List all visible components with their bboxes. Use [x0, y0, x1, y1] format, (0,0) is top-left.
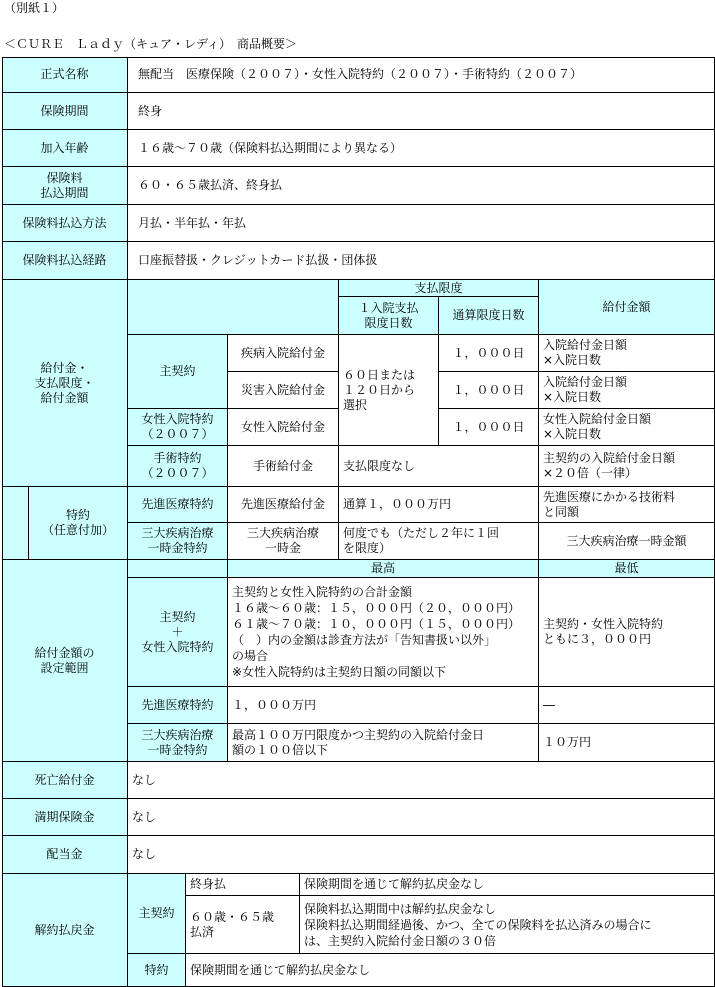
label-line: 特約: [65, 508, 90, 522]
value-premium-pay-route: 口座振替扱・クレジットカード払扱・団体扱: [128, 242, 715, 280]
value-line: 額の１００倍以下: [232, 742, 329, 757]
label-line: （２００７）: [141, 427, 214, 441]
label-maturity-benefit: 満期保険金: [2, 799, 128, 836]
female-rider-label: [128, 409, 228, 446]
value-line: 主契約の入院給付金日額: [543, 451, 676, 465]
value-line: ×２０倍（一律）: [543, 466, 638, 480]
label-official-name: 正式名称: [2, 57, 128, 93]
value-line: の場合: [232, 649, 269, 663]
value-line: ×入院日数: [543, 390, 602, 404]
advanced-rider-label: 先進医療特約: [128, 487, 228, 523]
limit-header: 支払限度: [339, 280, 539, 297]
value-line: 保険料払込期間経過後、かつ、全ての保険料を払込済みの場合に: [304, 917, 652, 932]
value-line: 何度でも（ただし２年に１回: [343, 526, 500, 540]
setting-three-max: [228, 724, 539, 762]
value-line: ともに３，０００円: [543, 632, 652, 646]
three-disease-rider-label: [128, 523, 228, 560]
label-premium-pay-period: [2, 167, 128, 205]
label-entry-age: 加入年齢: [2, 130, 128, 167]
sickness-amount: [539, 335, 715, 372]
setting-advanced-max: １，０００万円: [228, 687, 539, 724]
label-premium-pay-route: 保険料払込経路: [2, 242, 128, 280]
label-line: 支払限度・: [34, 375, 95, 390]
label-line: 給付金額の: [34, 645, 95, 660]
label-line: 設定範囲: [40, 660, 89, 675]
value-line: ×入院日数: [543, 353, 602, 367]
value-line: 選択: [343, 397, 368, 412]
female-total-days: １，０００日: [439, 409, 539, 446]
per-stay-limit-value: [339, 335, 439, 446]
combo-min: [539, 578, 715, 687]
value-insurance-period: 終身: [128, 93, 715, 130]
label-line: 三大疾病治療: [141, 727, 214, 742]
advanced-limit: 通算１，０００万円: [339, 487, 539, 523]
label-setting-range: [2, 560, 128, 762]
surrender-rider: 特約: [128, 954, 186, 987]
setting-header-blank: [128, 560, 228, 578]
setting-advanced-label: 先進医療特約: [128, 687, 228, 724]
label-line: 給付金・: [40, 360, 89, 375]
value-official-name: 無配当 医療保険（２００７）・女性入院特約（２００７）・手術特約（２００７）: [128, 57, 715, 93]
value-death-benefit: なし: [128, 762, 715, 799]
surgery-benefit: 手術給付金: [228, 446, 339, 487]
surrender-rider-value: 保険期間を通じて解約払戻金なし: [186, 954, 715, 987]
accident-benefit: 災害入院給付金: [228, 372, 339, 409]
value-line: 入院給付金日額: [543, 338, 628, 352]
value-line: と同額: [543, 504, 580, 519]
three-disease-limit: [339, 523, 539, 560]
value-line: 主契約と女性入院特約の合計金額: [232, 585, 413, 599]
value-premium-pay-period: ６０・６５歳払済、終身払: [128, 167, 715, 205]
value-line: 払済: [190, 924, 215, 939]
document-heading: ＜ＣＵＲＥ Ｌａｄｙ（キュア・レディ） 商品概要＞: [4, 37, 298, 51]
benefit-header-blank: [128, 280, 339, 335]
total-limit-header: 通算限度日数: [439, 297, 539, 335]
value-line: 一時金: [264, 541, 301, 555]
surrender-paid-up-value: [300, 896, 715, 954]
label-benefits-spacer: [2, 487, 29, 560]
surrender-lifetime-value: 保険期間を通じて解約払戻金なし: [300, 874, 715, 896]
surgery-rider-label: [128, 446, 228, 487]
advanced-benefit: 先進医療給付金: [228, 487, 339, 523]
max-header: 最高: [228, 560, 539, 578]
three-disease-benefit: [228, 523, 339, 560]
label-dividend: 配当金: [2, 836, 128, 874]
label-surrender-value: 解約払戻金: [2, 874, 128, 987]
value-line: ×入院日数: [543, 427, 602, 441]
value-line: 先進医療にかかる技術料: [543, 489, 676, 504]
label-death-benefit: 死亡給付金: [2, 762, 128, 799]
value-line: 入院給付金日額: [543, 375, 628, 389]
label-line: 主契約: [159, 609, 196, 624]
combo-label: [128, 578, 228, 687]
surrender-main-contract: 主契約: [128, 874, 186, 954]
value-dividend: なし: [128, 836, 715, 874]
label-insurance-period: 保険期間: [2, 93, 128, 130]
label-line: 手術特約: [153, 451, 202, 465]
value-line: 最高１００万円限度かつ主契約の入院給付金日: [232, 727, 485, 742]
surgery-amount: [539, 446, 715, 487]
label-line: 女性入院特約: [141, 412, 214, 426]
label-line: （任意付加）: [41, 523, 114, 537]
value-line: 三大疾病治療: [246, 526, 319, 540]
sickness-total-days: １，０００日: [439, 335, 539, 372]
value-line: ６１歳～７０歳：１０，０００円（１５，０００円）: [232, 617, 521, 631]
value-line: １６歳～６０歳：１５，０００円（２０，０００円）: [232, 601, 521, 615]
optional-riders-label: [29, 487, 128, 560]
female-benefit: 女性入院給付金: [228, 409, 339, 446]
value-entry-age: １６歳～７０歳（保険料払込期間により異なる）: [128, 130, 715, 167]
value-line: １２０日から: [343, 382, 416, 397]
label-line: ＋: [171, 624, 184, 639]
benefit-amount-header: 給付金額: [539, 280, 715, 335]
setting-advanced-min: ―: [539, 687, 715, 724]
value-line: は、主契約入院給付金日額の３０倍: [304, 933, 497, 948]
label-line: 三大疾病治療: [141, 526, 214, 540]
three-disease-amount: 三大疾病治療一時金額: [539, 523, 715, 560]
value-line: （ ）内の金額は診査方法が「告知書扱い以外」: [232, 633, 497, 647]
value-line: ６０歳・６５歳: [190, 909, 275, 924]
main-contract-label: 主契約: [128, 335, 228, 409]
value-line: を限度）: [343, 541, 392, 555]
header-line: 限度日数: [364, 315, 413, 330]
value-premium-pay-method: 月払・半年払・年払: [128, 205, 715, 242]
label-line: 保険料: [46, 170, 83, 185]
surrender-paid-up: [186, 896, 300, 954]
accident-total-days: １，０００日: [439, 372, 539, 409]
advanced-amount: [539, 487, 715, 523]
appendix-note: （別紙１）: [4, 1, 65, 15]
label-line: 一時金特約: [147, 742, 208, 757]
surrender-lifetime-pay: 終身払: [186, 874, 300, 896]
value-line: ６０日または: [343, 367, 416, 382]
setting-three-label: [128, 724, 228, 762]
label-premium-pay-method: 保険料払込方法: [2, 205, 128, 242]
label-line: 一時金特約: [147, 541, 208, 555]
label-line: （２００７）: [141, 466, 214, 480]
setting-three-min: １０万円: [539, 724, 715, 762]
combo-max: [228, 578, 539, 687]
accident-amount: [539, 372, 715, 409]
label-line: 払込期間: [40, 185, 89, 200]
value-line: 保険料払込期間中は解約払戻金なし: [304, 901, 497, 916]
value-line: 女性入院給付金日額: [543, 412, 652, 426]
label-line: 給付金額: [40, 390, 89, 405]
per-stay-limit-header: [339, 297, 439, 335]
value-maturity-benefit: なし: [128, 799, 715, 836]
female-amount: [539, 409, 715, 446]
min-header: 最低: [539, 560, 715, 578]
value-line: ※女性入院特約は主契約日額の同額以下: [232, 665, 447, 679]
header-line: １入院支払: [358, 300, 419, 315]
value-line: 主契約・女性入院特約: [543, 617, 664, 631]
sickness-benefit: 疾病入院給付金: [228, 335, 339, 372]
label-line: 女性入院特約: [141, 639, 214, 654]
surgery-limit: 支払限度なし: [339, 446, 539, 487]
label-benefits: [2, 280, 128, 487]
